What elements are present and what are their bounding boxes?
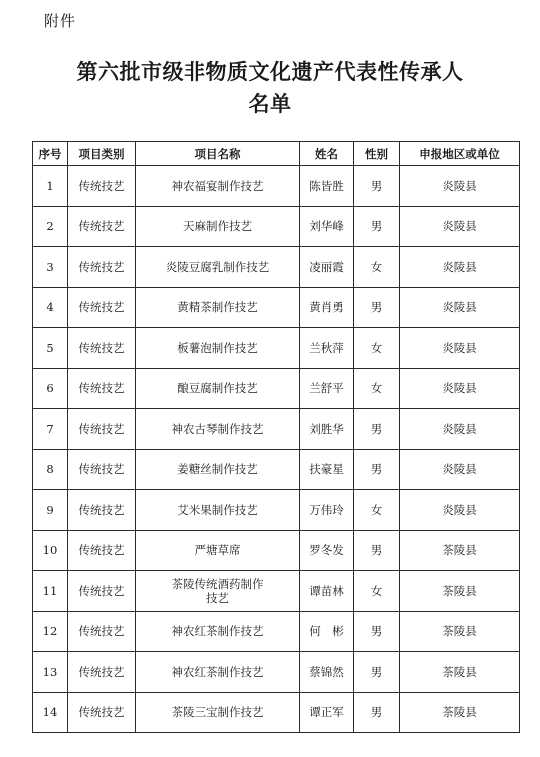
- cell-region: 炎陵县: [400, 490, 520, 531]
- cell-region: 茶陵县: [400, 571, 520, 612]
- cell-person-name: 陈皆胜: [300, 166, 354, 207]
- cell-serial-number: 7: [33, 409, 68, 450]
- document-title-line-2: 名单: [248, 91, 292, 116]
- table-row: [33, 166, 520, 207]
- cell-person-name: 何 彬: [300, 611, 354, 652]
- cell-serial-number: 12: [33, 611, 68, 652]
- cell-region: 茶陵县: [400, 530, 520, 571]
- cell-region: 炎陵县: [400, 328, 520, 369]
- cell-gender: 女: [354, 571, 400, 612]
- header-gender: 性别: [354, 142, 400, 166]
- cell-region: 炎陵县: [400, 368, 520, 409]
- cell-person-name: 扶豪星: [300, 449, 354, 490]
- cell-person-name: 万伟玲: [300, 490, 354, 531]
- cell-gender: 男: [354, 530, 400, 571]
- cell-project-name: 艾米果制作技艺: [136, 490, 300, 531]
- cell-project-category: 传统技艺: [68, 692, 136, 733]
- cell-project-name: 神农红茶制作技艺: [136, 652, 300, 693]
- cell-gender: 女: [354, 247, 400, 288]
- table-row: [33, 247, 520, 288]
- cell-region: 炎陵县: [400, 247, 520, 288]
- cell-project-name: 神农红茶制作技艺: [136, 611, 300, 652]
- cell-region: 炎陵县: [400, 449, 520, 490]
- cell-project-category: 传统技艺: [68, 287, 136, 328]
- cell-project-category: 传统技艺: [68, 247, 136, 288]
- header-region: 申报地区或单位: [400, 142, 520, 166]
- cell-serial-number: 9: [33, 490, 68, 531]
- cell-project-name: 炎陵豆腐乳制作技艺: [136, 247, 300, 288]
- header-person-name: 姓名: [300, 142, 354, 166]
- cell-region: 茶陵县: [400, 652, 520, 693]
- cell-project-name: 神农古琴制作技艺: [136, 409, 300, 450]
- cell-gender: 男: [354, 449, 400, 490]
- cell-gender: 男: [354, 206, 400, 247]
- cell-project-name: 黄精茶制作技艺: [136, 287, 300, 328]
- cell-person-name: 刘华峰: [300, 206, 354, 247]
- table-row: [33, 692, 520, 733]
- cell-project-category: 传统技艺: [68, 328, 136, 369]
- cell-serial-number: 11: [33, 571, 68, 612]
- attachment-label: 附件: [44, 12, 77, 30]
- table-row: [33, 287, 520, 328]
- inheritor-table: [32, 141, 520, 733]
- table-row: [33, 571, 520, 612]
- cell-project-category: 传统技艺: [68, 166, 136, 207]
- table-row: [33, 449, 520, 490]
- cell-gender: 男: [354, 166, 400, 207]
- cell-project-category: 传统技艺: [68, 449, 136, 490]
- cell-project-name: 神农福宴制作技艺: [136, 166, 300, 207]
- cell-person-name: 罗冬发: [300, 530, 354, 571]
- cell-project-name: 严塘草席: [136, 530, 300, 571]
- cell-gender: 男: [354, 692, 400, 733]
- header-project-name: 项目名称: [136, 142, 300, 166]
- cell-project-category: 传统技艺: [68, 409, 136, 450]
- table-row: [33, 409, 520, 450]
- cell-gender: 女: [354, 490, 400, 531]
- cell-project-name: [136, 571, 300, 612]
- cell-gender: 男: [354, 611, 400, 652]
- cell-person-name: 谭苗林: [300, 571, 354, 612]
- cell-serial-number: 14: [33, 692, 68, 733]
- cell-person-name: 凌丽霞: [300, 247, 354, 288]
- cell-gender: 男: [354, 287, 400, 328]
- cell-project-category: 传统技艺: [68, 611, 136, 652]
- table-row: [33, 490, 520, 531]
- cell-region: 炎陵县: [400, 166, 520, 207]
- cell-project-category: 传统技艺: [68, 530, 136, 571]
- cell-gender: 男: [354, 652, 400, 693]
- cell-region: 茶陵县: [400, 611, 520, 652]
- cell-project-category: 传统技艺: [68, 571, 136, 612]
- cell-region: 茶陵县: [400, 692, 520, 733]
- cell-serial-number: 3: [33, 247, 68, 288]
- table-row: [33, 530, 520, 571]
- cell-region: 炎陵县: [400, 206, 520, 247]
- cell-project-category: 传统技艺: [68, 368, 136, 409]
- table-row: [33, 328, 520, 369]
- cell-project-category: 传统技艺: [68, 652, 136, 693]
- table-row: [33, 206, 520, 247]
- cell-serial-number: 2: [33, 206, 68, 247]
- cell-project-name: 姜糖丝制作技艺: [136, 449, 300, 490]
- cell-project-name: 茶陵三宝制作技艺: [136, 692, 300, 733]
- cell-person-name: 兰秋萍: [300, 328, 354, 369]
- cell-region: 炎陵县: [400, 409, 520, 450]
- cell-serial-number: 13: [33, 652, 68, 693]
- cell-project-category: 传统技艺: [68, 206, 136, 247]
- cell-serial-number: 10: [33, 530, 68, 571]
- table-row: [33, 611, 520, 652]
- cell-project-name: 天麻制作技艺: [136, 206, 300, 247]
- cell-person-name: 谭正军: [300, 692, 354, 733]
- table-row: [33, 368, 520, 409]
- cell-person-name: 兰舒平: [300, 368, 354, 409]
- cell-gender: 女: [354, 328, 400, 369]
- cell-serial-number: 8: [33, 449, 68, 490]
- table-header-row: [33, 142, 520, 166]
- cell-person-name: 黄肖勇: [300, 287, 354, 328]
- cell-serial-number: 4: [33, 287, 68, 328]
- cell-gender: 男: [354, 409, 400, 450]
- cell-region: 炎陵县: [400, 287, 520, 328]
- cell-project-name: 板薯泡制作技艺: [136, 328, 300, 369]
- cell-person-name: 刘胜华: [300, 409, 354, 450]
- project-name-wrapped: 茶陵传统酒药制作技艺: [171, 576, 264, 605]
- cell-project-name: 酿豆腐制作技艺: [136, 368, 300, 409]
- cell-person-name: 蔡锦然: [300, 652, 354, 693]
- document-title-line-1: 第六批市级非物质文化遗产代表性传承人: [76, 59, 464, 84]
- header-serial-number: 序号: [33, 142, 68, 166]
- cell-serial-number: 6: [33, 368, 68, 409]
- cell-serial-number: 5: [33, 328, 68, 369]
- table-row: [33, 652, 520, 693]
- header-project-category: 项目类别: [68, 142, 136, 166]
- cell-gender: 女: [354, 368, 400, 409]
- cell-project-category: 传统技艺: [68, 490, 136, 531]
- cell-serial-number: 1: [33, 166, 68, 207]
